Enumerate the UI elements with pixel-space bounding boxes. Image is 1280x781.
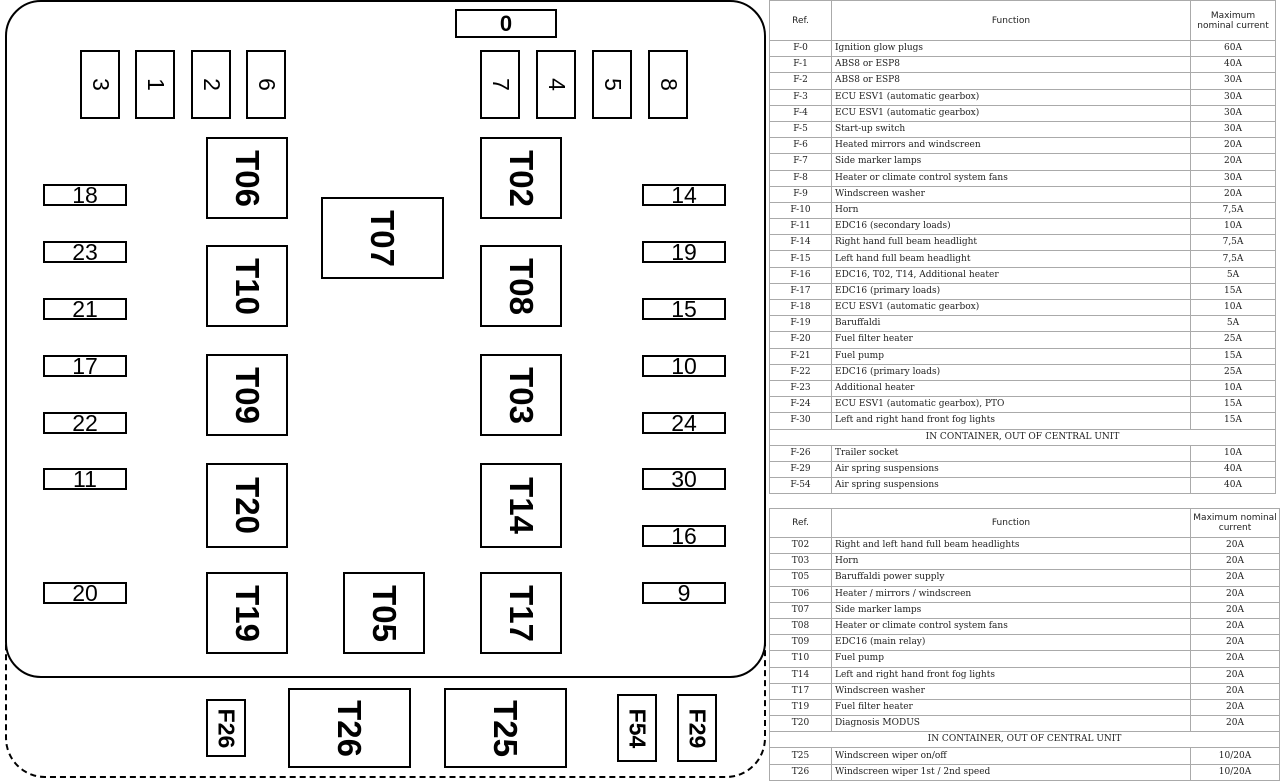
table-row bbox=[770, 41, 1276, 57]
fuse-label: 0 bbox=[499, 10, 513, 36]
relay-t07 bbox=[321, 197, 444, 279]
cell-current: 5A bbox=[1191, 316, 1276, 332]
table-row bbox=[770, 154, 1276, 170]
cell-current: 20A bbox=[1191, 699, 1280, 715]
table-row bbox=[770, 186, 1276, 202]
fuse-f29 bbox=[677, 694, 717, 762]
cell-ref: F-18 bbox=[770, 300, 832, 316]
relay-label: T20 bbox=[228, 477, 266, 534]
cell-current: 20A bbox=[1191, 538, 1280, 554]
fuse-f26 bbox=[206, 699, 246, 757]
fuse-label: 23 bbox=[72, 238, 98, 265]
cell-function: EDC16 (secondary loads) bbox=[832, 219, 1191, 235]
table-row bbox=[770, 300, 1276, 316]
fuse-table-body bbox=[770, 41, 1276, 494]
cell-ref: T09 bbox=[770, 635, 832, 651]
cell-function: EDC16 (main relay) bbox=[832, 635, 1191, 651]
fuse-label: 17 bbox=[72, 352, 98, 379]
table-row bbox=[770, 267, 1276, 283]
cell-current: 40A bbox=[1191, 478, 1276, 494]
relay-table-body bbox=[770, 538, 1280, 781]
table-row bbox=[770, 413, 1276, 429]
cell-function: ECU ESV1 (automatic gearbox) bbox=[832, 89, 1191, 105]
table-row bbox=[770, 251, 1276, 267]
fuse-label: 20 bbox=[72, 579, 98, 606]
relay-t19 bbox=[206, 572, 288, 654]
relay-t20 bbox=[206, 463, 288, 548]
fuse-label: 6 bbox=[253, 78, 280, 91]
relay-label: T05 bbox=[365, 584, 403, 642]
section-label: IN CONTAINER, OUT OF CENTRAL UNIT bbox=[770, 732, 1280, 748]
cell-ref: F-5 bbox=[770, 121, 832, 137]
fuse-18 bbox=[43, 181, 127, 208]
fuse-label: 14 bbox=[671, 181, 697, 208]
fuse-label: F29 bbox=[684, 708, 711, 748]
table-row bbox=[770, 554, 1280, 570]
cell-function: ECU ESV1 (automatic gearbox) bbox=[832, 300, 1191, 316]
cell-ref: F-15 bbox=[770, 251, 832, 267]
fuse-f54 bbox=[617, 694, 657, 762]
fuse-2 bbox=[191, 50, 231, 119]
relay-label: T10 bbox=[228, 257, 266, 315]
table-header-row bbox=[770, 509, 1280, 538]
cell-current: 30A bbox=[1191, 121, 1276, 137]
cell-ref: F-3 bbox=[770, 89, 832, 105]
cell-current: 10A bbox=[1191, 380, 1276, 396]
table-row bbox=[770, 570, 1280, 586]
relay-label: T06 bbox=[228, 149, 266, 207]
cell-current: 7,5A bbox=[1191, 235, 1276, 251]
relay-t08 bbox=[480, 245, 562, 327]
fuse-4 bbox=[536, 50, 576, 119]
cell-function: Trailer socket bbox=[832, 445, 1191, 461]
fuse-6 bbox=[246, 50, 286, 119]
cell-ref: T17 bbox=[770, 683, 832, 699]
fuse-label: 19 bbox=[671, 238, 697, 265]
cell-current: 20A bbox=[1191, 570, 1280, 586]
fuse-reference-table bbox=[769, 0, 1276, 494]
fuse-label: 8 bbox=[655, 78, 682, 91]
cell-function: ECU ESV1 (automatic gearbox) bbox=[832, 105, 1191, 121]
relay-label: T07 bbox=[364, 209, 401, 267]
cell-ref: F-22 bbox=[770, 364, 832, 380]
relay-label: T14 bbox=[502, 477, 540, 534]
cell-ref: T08 bbox=[770, 618, 832, 634]
cell-function: Fuel filter heater bbox=[832, 699, 1191, 715]
fuse-label: 3 bbox=[87, 78, 114, 91]
fuse-label: 5 bbox=[599, 78, 626, 91]
relay-t10 bbox=[206, 245, 288, 327]
cell-function: EDC16 (primary loads) bbox=[832, 283, 1191, 299]
cell-current: 10A bbox=[1191, 445, 1276, 461]
cell-ref: T26 bbox=[770, 764, 832, 780]
table-row bbox=[770, 602, 1280, 618]
cell-ref: F-26 bbox=[770, 445, 832, 461]
cell-function: Baruffaldi bbox=[832, 316, 1191, 332]
fuse-label: 16 bbox=[671, 522, 697, 549]
cell-current: 20A bbox=[1191, 554, 1280, 570]
cell-current: 30A bbox=[1191, 105, 1276, 121]
cell-current: 30A bbox=[1191, 73, 1276, 89]
table-row bbox=[770, 235, 1276, 251]
cell-ref: F-54 bbox=[770, 478, 832, 494]
fuse-label: 15 bbox=[671, 295, 697, 322]
table-row bbox=[770, 748, 1280, 764]
fuse-label: 7 bbox=[487, 78, 514, 91]
cell-current: 20A bbox=[1191, 586, 1280, 602]
cell-current: 15A bbox=[1191, 397, 1276, 413]
relay-label: T19 bbox=[228, 584, 266, 642]
cell-current: 20A bbox=[1191, 667, 1280, 683]
cell-function: Ignition glow plugs bbox=[832, 41, 1191, 57]
cell-function: Left and right hand front fog lights bbox=[832, 413, 1191, 429]
cell-function: Air spring suspensions bbox=[832, 478, 1191, 494]
table-row bbox=[770, 332, 1276, 348]
cell-function: Fuel pump bbox=[832, 651, 1191, 667]
relay-reference-table bbox=[769, 508, 1280, 781]
cell-current: 5A bbox=[1191, 267, 1276, 283]
cell-current: 15A bbox=[1191, 413, 1276, 429]
fuse-label: F26 bbox=[213, 708, 240, 748]
cell-function: Side marker lamps bbox=[832, 602, 1191, 618]
cell-function: Additional heater bbox=[832, 380, 1191, 396]
cell-ref: F-11 bbox=[770, 219, 832, 235]
cell-ref: F-9 bbox=[770, 186, 832, 202]
cell-function: Heater / mirrors / windscreen bbox=[832, 586, 1191, 602]
table-header-row bbox=[770, 1, 1276, 41]
fuse-label: 9 bbox=[677, 579, 691, 606]
cell-current: 20A bbox=[1191, 618, 1280, 634]
table-row bbox=[770, 348, 1276, 364]
cell-ref: F-17 bbox=[770, 283, 832, 299]
cell-ref: F-30 bbox=[770, 413, 832, 429]
fuse-label: 11 bbox=[73, 465, 97, 492]
cell-function: EDC16, T02, T14, Additional heater bbox=[832, 267, 1191, 283]
cell-current: 20A bbox=[1191, 683, 1280, 699]
cell-function: Windscreen wiper on/off bbox=[832, 748, 1191, 764]
relay-t26 bbox=[288, 688, 411, 768]
cell-current: 10/20A bbox=[1191, 764, 1280, 780]
cell-function: Side marker lamps bbox=[832, 154, 1191, 170]
table-row bbox=[770, 478, 1276, 494]
fuse-21 bbox=[43, 295, 127, 322]
relay-label: T26 bbox=[331, 699, 368, 757]
cell-ref: F-23 bbox=[770, 380, 832, 396]
table-row bbox=[770, 764, 1280, 780]
cell-function: Air spring suspensions bbox=[832, 461, 1191, 477]
cell-current: 10/20A bbox=[1191, 748, 1280, 764]
cell-current: 7,5A bbox=[1191, 202, 1276, 218]
relay-label: T08 bbox=[502, 257, 540, 315]
fuse-7 bbox=[480, 50, 520, 119]
table-row bbox=[770, 219, 1276, 235]
table-row bbox=[770, 651, 1280, 667]
fuse-3 bbox=[80, 50, 120, 119]
table-row bbox=[770, 683, 1280, 699]
cell-current: 15A bbox=[1191, 348, 1276, 364]
table-row bbox=[770, 461, 1276, 477]
cell-function: Start-up switch bbox=[832, 121, 1191, 137]
table-row bbox=[770, 57, 1276, 73]
cell-function: ECU ESV1 (automatic gearbox), PTO bbox=[832, 397, 1191, 413]
cell-function: Right hand full beam headlight bbox=[832, 235, 1191, 251]
header-ref: Ref. bbox=[770, 509, 832, 538]
header-current: Maximum nominal current bbox=[1191, 509, 1280, 538]
table-row bbox=[770, 397, 1276, 413]
cell-function: Windscreen washer bbox=[832, 186, 1191, 202]
table-row bbox=[770, 699, 1280, 715]
section-label: IN CONTAINER, OUT OF CENTRAL UNIT bbox=[770, 429, 1276, 445]
table-row bbox=[770, 202, 1276, 218]
fuse-20 bbox=[43, 579, 127, 606]
fuse-5 bbox=[592, 50, 632, 119]
fuse-label: 22 bbox=[72, 409, 98, 436]
cell-ref: F-19 bbox=[770, 316, 832, 332]
cell-current: 60A bbox=[1191, 41, 1276, 57]
fuse-1 bbox=[135, 50, 175, 119]
table-row bbox=[770, 105, 1276, 121]
fuse-label: 21 bbox=[72, 295, 98, 322]
cell-current: 30A bbox=[1191, 170, 1276, 186]
cell-ref: T06 bbox=[770, 586, 832, 602]
fuse-label: 10 bbox=[671, 352, 697, 379]
fuse-22 bbox=[43, 409, 127, 436]
fuse-23 bbox=[43, 238, 127, 265]
cell-current: 10A bbox=[1191, 219, 1276, 235]
cell-current: 15A bbox=[1191, 283, 1276, 299]
cell-ref: T02 bbox=[770, 538, 832, 554]
cell-ref: T07 bbox=[770, 602, 832, 618]
table-row bbox=[770, 635, 1280, 651]
fuse-label: 24 bbox=[671, 409, 697, 436]
header-function: Function bbox=[832, 509, 1191, 538]
cell-ref: F-2 bbox=[770, 73, 832, 89]
cell-current: 20A bbox=[1191, 635, 1280, 651]
cell-function: ABS8 or ESP8 bbox=[832, 57, 1191, 73]
relay-t09 bbox=[206, 354, 288, 436]
relay-t17 bbox=[480, 572, 562, 654]
cell-ref: F-7 bbox=[770, 154, 832, 170]
relay-t05 bbox=[343, 572, 425, 654]
relay-t03 bbox=[480, 354, 562, 436]
fuse-9 bbox=[642, 579, 726, 606]
fuse-14 bbox=[642, 181, 726, 208]
table-row bbox=[770, 716, 1280, 732]
cell-current: 25A bbox=[1191, 364, 1276, 380]
cell-function: EDC16 (primary loads) bbox=[832, 364, 1191, 380]
cell-function: Left and right hand front fog lights bbox=[832, 667, 1191, 683]
table-row bbox=[770, 586, 1280, 602]
cell-function: Baruffaldi power supply bbox=[832, 570, 1191, 586]
cell-ref: T25 bbox=[770, 748, 832, 764]
fuse-24 bbox=[642, 409, 726, 436]
cell-function: Heater or climate control system fans bbox=[832, 170, 1191, 186]
relay-label: T02 bbox=[502, 149, 540, 207]
cell-function: Fuel pump bbox=[832, 348, 1191, 364]
cell-current: 20A bbox=[1191, 186, 1276, 202]
header-ref: Ref. bbox=[770, 1, 832, 41]
cell-function: Right and left hand full beam headlights bbox=[832, 538, 1191, 554]
table-row bbox=[770, 170, 1276, 186]
cell-ref: T19 bbox=[770, 699, 832, 715]
cell-ref: F-1 bbox=[770, 57, 832, 73]
cell-function: Horn bbox=[832, 202, 1191, 218]
relay-t06 bbox=[206, 137, 288, 219]
section-row bbox=[770, 732, 1280, 748]
cell-current: 10A bbox=[1191, 300, 1276, 316]
cell-function: Left hand full beam headlight bbox=[832, 251, 1191, 267]
table-row bbox=[770, 138, 1276, 154]
cell-ref: F-14 bbox=[770, 235, 832, 251]
fuse-label: 4 bbox=[543, 78, 570, 91]
cell-ref: F-24 bbox=[770, 397, 832, 413]
table-row bbox=[770, 667, 1280, 683]
header-function: Function bbox=[832, 1, 1191, 41]
cell-ref: F-8 bbox=[770, 170, 832, 186]
cell-ref: T05 bbox=[770, 570, 832, 586]
table-row bbox=[770, 121, 1276, 137]
cell-current: 20A bbox=[1191, 716, 1280, 732]
fuse-16 bbox=[642, 522, 726, 549]
fuse-0 bbox=[455, 9, 557, 38]
cell-ref: F-10 bbox=[770, 202, 832, 218]
cell-function: Heater or climate control system fans bbox=[832, 618, 1191, 634]
relay-label: T03 bbox=[502, 366, 540, 424]
cell-current: 40A bbox=[1191, 57, 1276, 73]
relay-label: T09 bbox=[228, 366, 266, 424]
cell-function: Diagnosis MODUS bbox=[832, 716, 1191, 732]
cell-function: Windscreen wiper 1st / 2nd speed bbox=[832, 764, 1191, 780]
table-row bbox=[770, 538, 1280, 554]
cell-function: Fuel filter heater bbox=[832, 332, 1191, 348]
fuse-label: 1 bbox=[142, 78, 169, 91]
cell-ref: F-20 bbox=[770, 332, 832, 348]
cell-ref: T10 bbox=[770, 651, 832, 667]
cell-ref: F-16 bbox=[770, 267, 832, 283]
cell-current: 40A bbox=[1191, 461, 1276, 477]
cell-function: Horn bbox=[832, 554, 1191, 570]
cell-function: Windscreen washer bbox=[832, 683, 1191, 699]
relay-t14 bbox=[480, 463, 562, 548]
table-row bbox=[770, 89, 1276, 105]
fuse-label: 30 bbox=[671, 465, 697, 492]
cell-current: 20A bbox=[1191, 651, 1280, 667]
fuse-label: 18 bbox=[72, 181, 98, 208]
cell-function: Heated mirrors and windscreen bbox=[832, 138, 1191, 154]
table-row bbox=[770, 618, 1280, 634]
cell-current: 7,5A bbox=[1191, 251, 1276, 267]
cell-ref: T03 bbox=[770, 554, 832, 570]
cell-current: 20A bbox=[1191, 154, 1276, 170]
table-row bbox=[770, 380, 1276, 396]
cell-current: 30A bbox=[1191, 89, 1276, 105]
fuse-17 bbox=[43, 352, 127, 379]
cell-current: 25A bbox=[1191, 332, 1276, 348]
section-row bbox=[770, 429, 1276, 445]
relay-label: T17 bbox=[502, 584, 540, 642]
table-row bbox=[770, 445, 1276, 461]
fuse-15 bbox=[642, 295, 726, 322]
fuse-11 bbox=[43, 465, 127, 492]
cell-ref: F-0 bbox=[770, 41, 832, 57]
fuse-30 bbox=[642, 465, 726, 492]
cell-current: 20A bbox=[1191, 138, 1276, 154]
cell-ref: T20 bbox=[770, 716, 832, 732]
cell-ref: F-29 bbox=[770, 461, 832, 477]
fuse-label: 2 bbox=[198, 78, 225, 91]
table-row bbox=[770, 364, 1276, 380]
fuse-19 bbox=[642, 238, 726, 265]
relay-label: T25 bbox=[487, 699, 524, 757]
relay-t02 bbox=[480, 137, 562, 219]
table-row bbox=[770, 283, 1276, 299]
header-current: Maximum nominal current bbox=[1191, 1, 1276, 41]
table-row bbox=[770, 316, 1276, 332]
relay-t25 bbox=[444, 688, 567, 768]
cell-current: 20A bbox=[1191, 602, 1280, 618]
cell-ref: T14 bbox=[770, 667, 832, 683]
cell-ref: F-4 bbox=[770, 105, 832, 121]
fuse-label: F54 bbox=[624, 708, 651, 748]
cell-ref: F-6 bbox=[770, 138, 832, 154]
cell-function: ABS8 or ESP8 bbox=[832, 73, 1191, 89]
cell-ref: F-21 bbox=[770, 348, 832, 364]
fuse-8 bbox=[648, 50, 688, 119]
table-row bbox=[770, 73, 1276, 89]
fuse-10 bbox=[642, 352, 726, 379]
